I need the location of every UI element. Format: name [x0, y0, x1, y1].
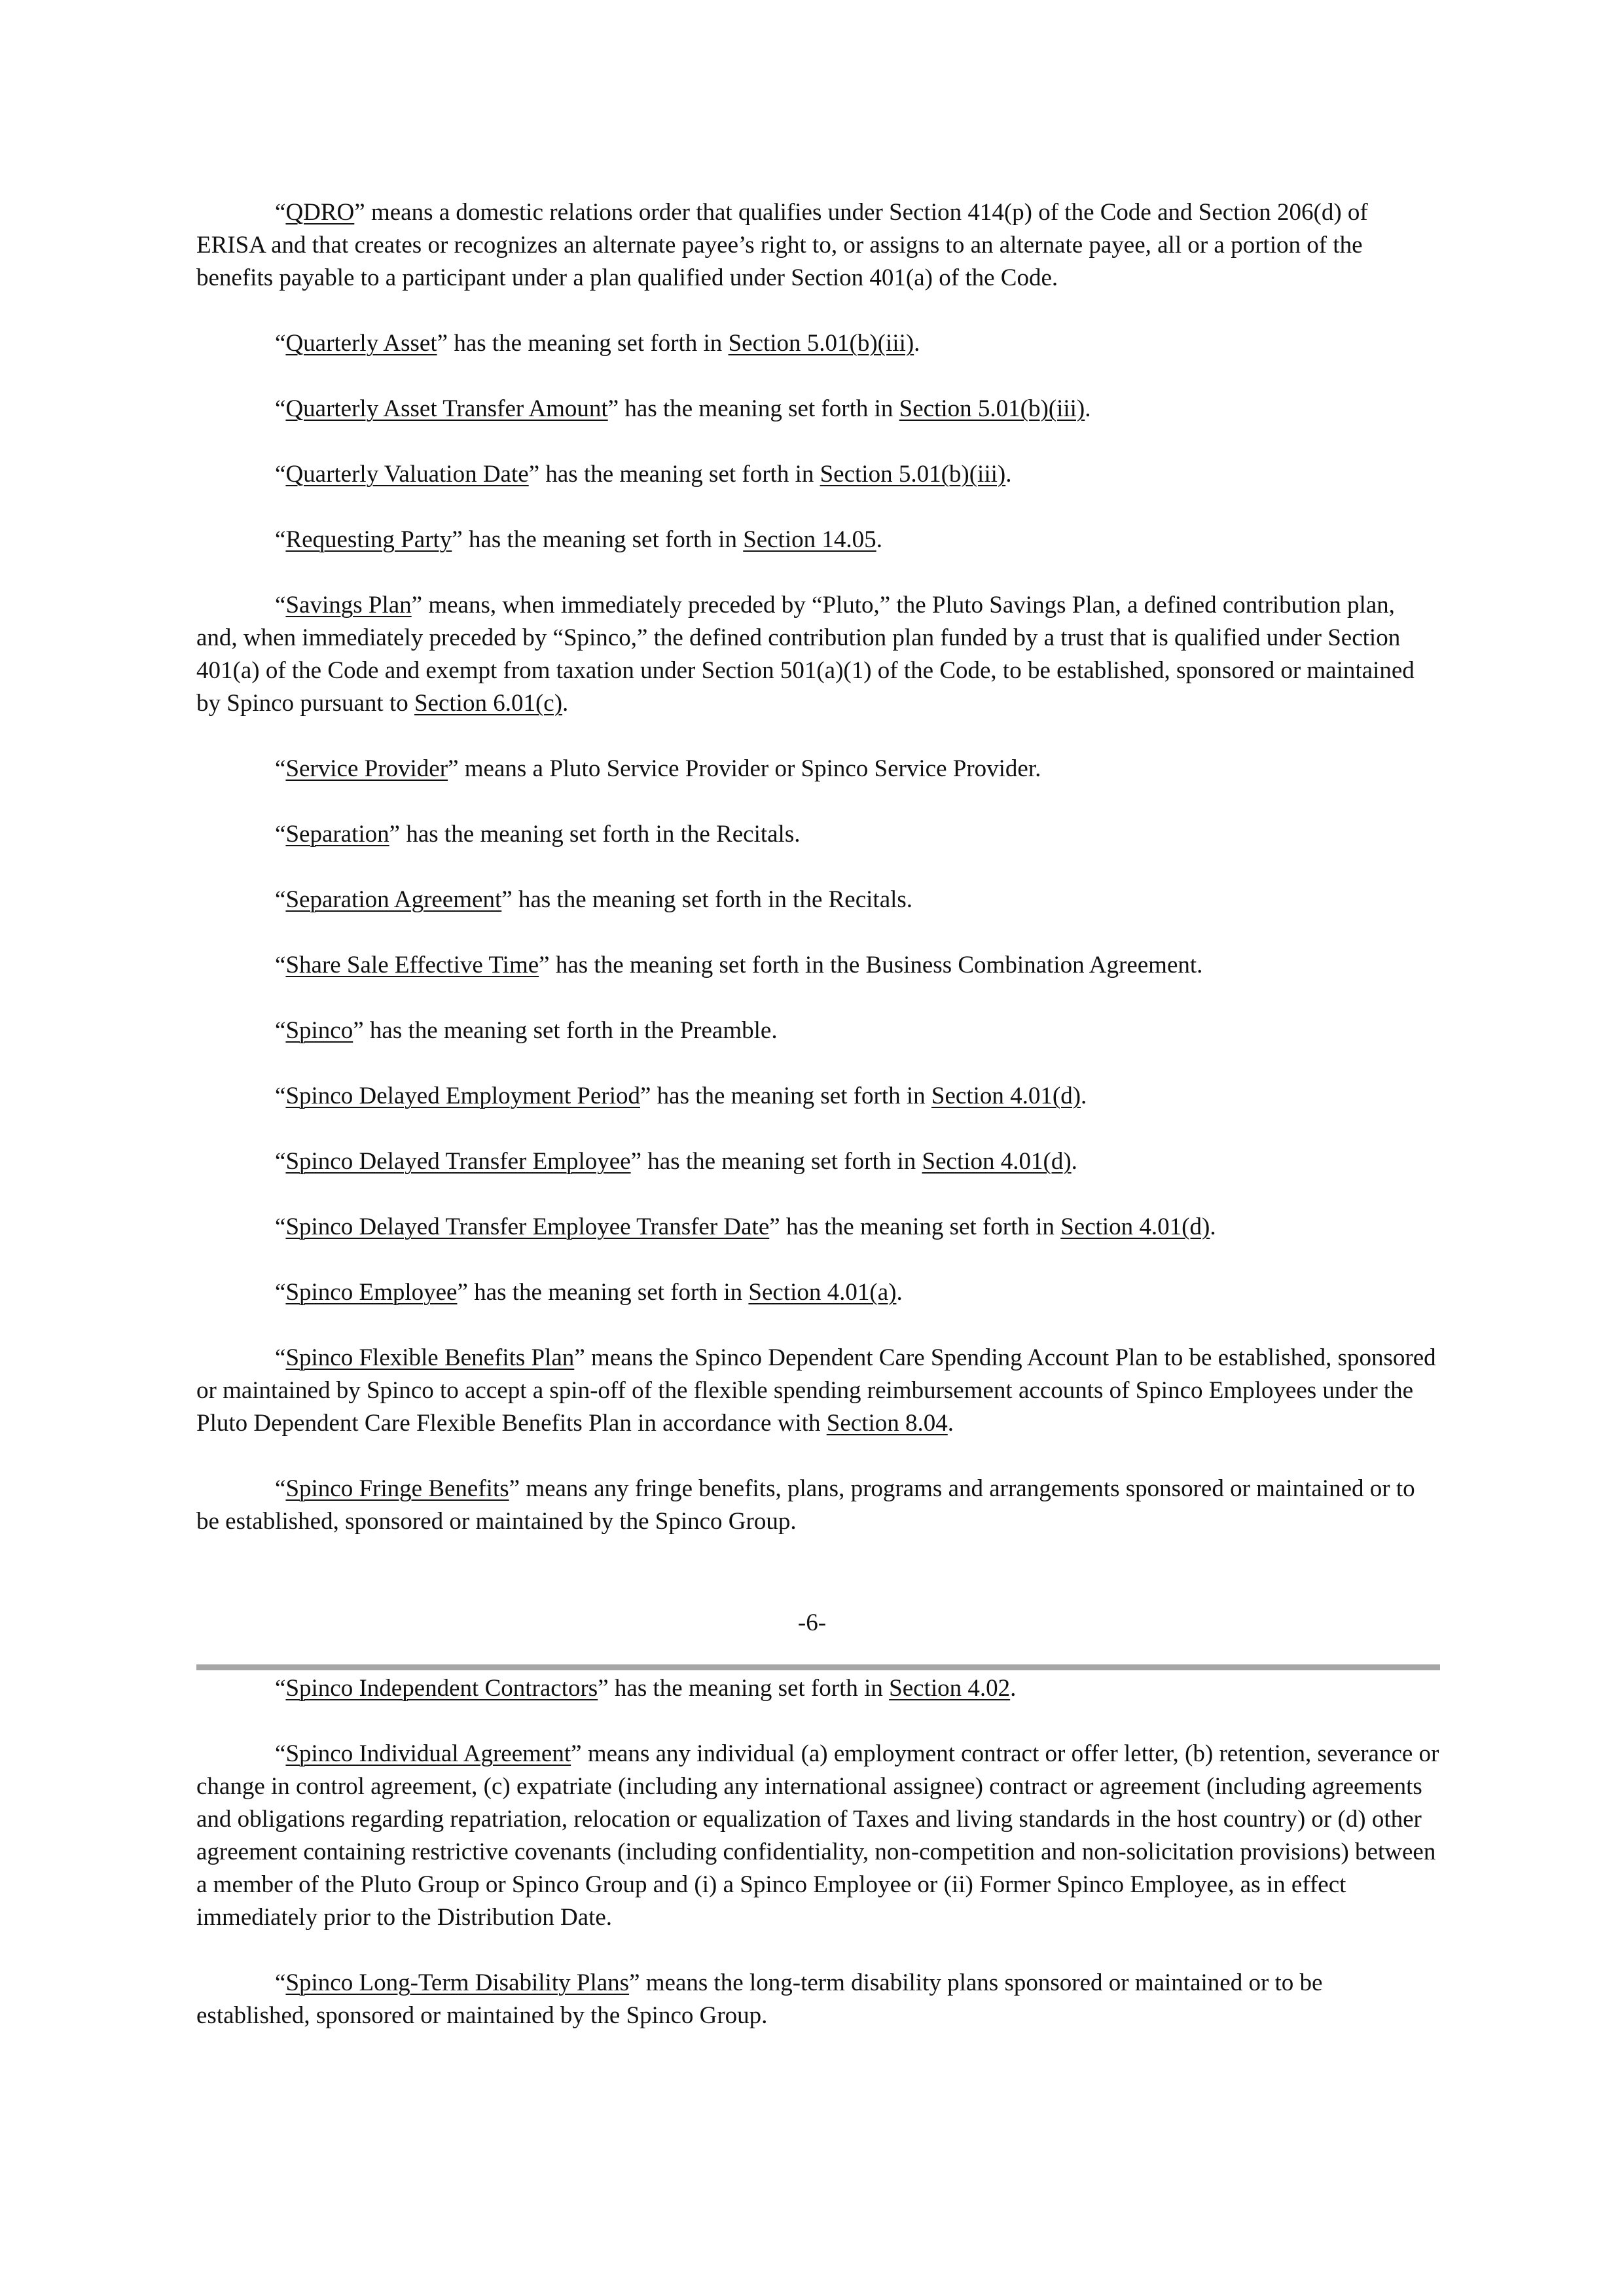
- definition-text: has the meaning set forth in: [448, 330, 729, 357]
- section-reference: Section 4.01(d): [922, 1148, 1072, 1175]
- definition-text: has the meaning set forth in: [619, 395, 899, 422]
- definition-text: .: [896, 1279, 903, 1306]
- defined-term: Spinco Delayed Employment Period: [285, 1083, 640, 1109]
- definition-text: has the meaning set forth in the Business Combination Agreement.: [549, 952, 1203, 978]
- definition-paragraph: “Spinco Delayed Transfer Employee Transfer Date” has the meaning set forth in Section 4.01(d).: [275, 1213, 1216, 1240]
- section-reference: Section 8.04: [826, 1410, 948, 1437]
- definition-paragraph: “Service Provider” means a Pluto Service Provider or Spinco Service Provider.: [275, 755, 1041, 782]
- definition-paragraph: “Spinco Delayed Transfer Employee” has the meaning set forth in Section 4.01(d).: [275, 1148, 1077, 1175]
- definition-paragraph: “QDRO” means a domestic relations order that qualifies under Section 414(p) of the Code and Section 206(d) of ERISA and that creates or recognizes an alternate payee’s right to, or assigns to an alternate payee, all or a portion of the benefits payable to a participant under a plan qualified under Section 401(a) of the Code.: [196, 199, 1368, 291]
- section-reference: Section 5.01(b)(iii): [728, 330, 914, 357]
- definition-text: has the meaning set forth in: [608, 1675, 890, 1702]
- definition-paragraph: “Spinco” has the meaning set forth in the Preamble.: [275, 1017, 778, 1044]
- definition-text: .: [1010, 1675, 1017, 1702]
- definition-paragraph: “Spinco Individual Agreement” means any individual (a) employment contract or offer letter, (b) retention, severance or change in control agreement, (c) expatriate (including any international assignee) contract or agreement (including agreements and obligations regarding repatriation, relocation or equalization of Taxes and living standards in the host country) or (d) other agreement containing restrictive covenants (including confidentiality, non-competition and non-solicitation provisions) between a member of the Pluto Group or Spinco Group and (i) a Spinco Employee or (ii) Former Spinco Employee, as in effect immediately prior to the Distribution Date.: [196, 1740, 1439, 1931]
- defined-term: Separation: [285, 821, 389, 848]
- definition-paragraph: “Quarterly Asset” has the meaning set forth in Section 5.01(b)(iii).: [275, 330, 920, 357]
- definition-text: has the meaning set forth in the Recitals.: [512, 886, 913, 913]
- definition-text: means any fringe benefits, plans, programs and arrangements sponsored or maintained or to be established, sponsored or maintained by the Spinco Group.: [196, 1475, 1415, 1535]
- definition-paragraph: “Separation Agreement” has the meaning set forth in the Recitals.: [275, 886, 913, 913]
- definition-paragraph: “Spinco Flexible Benefits Plan” means the Spinco Dependent Care Spending Account Plan to be established, sponsored or maintained by Spinco to accept a spin-off of the flexible spending reimbursement accounts of Spinco Employees under the Pluto Dependent Care Flexible Benefits Plan in accordance with Section 8.04.: [196, 1344, 1436, 1437]
- definition-text: has the meaning set forth in: [539, 461, 820, 488]
- definition-paragraph: “Spinco Fringe Benefits” means any fringe benefits, plans, programs and arrangements sponsored or maintained or to be established, sponsored or maintained by the Spinco Group.: [196, 1475, 1415, 1535]
- definition-text: .: [1210, 1213, 1216, 1240]
- section-reference: Section 14.05: [743, 526, 876, 553]
- definition-paragraph: “Spinco Delayed Employment Period” has the meaning set forth in Section 4.01(d).: [275, 1083, 1087, 1109]
- section-reference: Section 5.01(b)(iii): [899, 395, 1085, 422]
- definition-text: .: [1071, 1148, 1077, 1175]
- defined-term: Spinco Delayed Transfer Employee Transfer Date: [285, 1213, 770, 1240]
- definition-text: means a domestic relations order that qualifies under Section 414(p) of the Code and Section 206(d) of ERISA and that creates or recognizes an alternate payee’s right to, or assigns to an alternate payee, all or a portion of the benefits payable to a participant under a plan qualified under Section 401(a) of the Code.: [196, 199, 1368, 291]
- defined-term: Spinco: [285, 1017, 353, 1044]
- definitions-section-upper: [0, 196, 1624, 1538]
- definition-text: .: [914, 330, 920, 357]
- section-reference: Section 6.01(c): [414, 690, 563, 717]
- section-reference: Section 4.01(d): [931, 1083, 1081, 1109]
- definition-text: has the meaning set forth in the Preamble.: [363, 1017, 778, 1044]
- definition-text: .: [876, 526, 882, 553]
- definition-text: means the Spinco Dependent Care Spending Account Plan to be established, sponsored or maintained by Spinco to accept a spin-off of the flexible spending reimbursement accounts of Spinco Employees under the Pluto Dependent Care Flexible Benefits Plan in accordance with: [196, 1344, 1436, 1437]
- definition-text: .: [562, 690, 569, 717]
- defined-term: Spinco Delayed Transfer Employee: [285, 1148, 631, 1175]
- definition-text: means, when immediately preceded by “Pluto,” the Pluto Savings Plan, a defined contribution plan, and, when immediately preceded by “Spinco,” the defined contribution plan funded by a trust that is qualified under Section 401(a) of the Code and exempt from taxation under Section 501(a)(1) of the Code, to be established, sponsored or maintained by Spinco pursuant to: [196, 592, 1415, 717]
- defined-term: Spinco Independent Contractors: [285, 1675, 598, 1702]
- page-break-divider: [196, 1664, 1440, 1670]
- defined-term: Quarterly Asset Transfer Amount: [285, 395, 608, 422]
- definition-text: has the meaning set forth in: [462, 526, 744, 553]
- definition-text: .: [1081, 1083, 1087, 1109]
- defined-term: Quarterly Valuation Date: [285, 461, 529, 488]
- defined-term: Share Sale Effective Time: [285, 952, 539, 978]
- page-number: -6-: [797, 1609, 827, 1636]
- definition-text: means a Pluto Service Provider or Spinco Service Provider.: [458, 755, 1041, 782]
- defined-term: Separation Agreement: [285, 886, 502, 913]
- definition-paragraph: “Quarterly Asset Transfer Amount” has the meaning set forth in Section 5.01(b)(iii).: [275, 395, 1091, 422]
- definition-text: means any individual (a) employment contract or offer letter, (b) retention, severance or change in control agreement, (c) expatriate (including any international assignee) contract or agreement (including agreements and obligations regarding repatriation, relocation or equalization of Taxes and living standards in the host country) or (d) other agreement containing restrictive covenants (including confidentiality, non-competition and non-solicitation provisions) between a member of the Pluto Group or Spinco Group and (i) a Spinco Employee or (ii) Former Spinco Employee, as in effect immediately prior to the Distribution Date.: [196, 1740, 1439, 1931]
- definition-paragraph: “Separation” has the meaning set forth in the Recitals.: [275, 821, 801, 848]
- section-reference: Section 4.01(a): [748, 1279, 897, 1306]
- definition-paragraph: “Spinco Long-Term Disability Plans” means the long-term disability plans sponsored or maintained or to be established, sponsored or maintained by the Spinco Group.: [196, 1969, 1323, 2029]
- definition-text: .: [947, 1410, 954, 1437]
- definition-text: .: [1005, 461, 1012, 488]
- definition-text: .: [1085, 395, 1091, 422]
- definition-text: has the meaning set forth in the Recitals.: [400, 821, 801, 848]
- definition-text: has the meaning set forth in: [780, 1213, 1061, 1240]
- definition-text: has the meaning set forth in: [651, 1083, 931, 1109]
- definition-text: has the meaning set forth in: [641, 1148, 922, 1175]
- definitions-section-lower: [0, 1672, 1624, 2032]
- definition-paragraph: “Savings Plan” means, when immediately preceded by “Pluto,” the Pluto Savings Plan, a defined contribution plan, and, when immediately preceded by “Spinco,” the defined contribution plan funded by a trust that is qualified under Section 401(a) of the Code and exempt from taxation under Section 501(a)(1) of the Code, to be established, sponsored or maintained by Spinco pursuant to Section 6.01(c).: [196, 592, 1415, 717]
- defined-term: Spinco Individual Agreement: [285, 1740, 571, 1767]
- definition-paragraph: “Quarterly Valuation Date” has the meaning set forth in Section 5.01(b)(iii).: [275, 461, 1012, 488]
- defined-term: Requesting Party: [285, 526, 452, 553]
- defined-term: Quarterly Asset: [285, 330, 437, 357]
- defined-term: QDRO: [285, 199, 355, 226]
- section-reference: Section 4.02: [889, 1675, 1011, 1702]
- defined-term: Spinco Flexible Benefits Plan: [285, 1344, 575, 1371]
- definition-paragraph: “Share Sale Effective Time” has the meaning set forth in the Business Combination Agreement.: [275, 952, 1203, 978]
- section-reference: Section 5.01(b)(iii): [820, 461, 1006, 488]
- definition-paragraph: “Requesting Party” has the meaning set forth in Section 14.05.: [275, 526, 882, 553]
- defined-term: Spinco Employee: [285, 1279, 458, 1306]
- definition-paragraph: “Spinco Employee” has the meaning set forth in Section 4.01(a).: [275, 1279, 903, 1306]
- definition-text: means the long-term disability plans sponsored or maintained or to be established, sponsored or maintained by the Spinco Group.: [196, 1969, 1323, 2029]
- defined-term: Savings Plan: [285, 592, 412, 619]
- definition-text: has the meaning set forth in: [467, 1279, 749, 1306]
- defined-term: Service Provider: [285, 755, 448, 782]
- defined-term: Spinco Long-Term Disability Plans: [285, 1969, 630, 1996]
- defined-term: Spinco Fringe Benefits: [285, 1475, 509, 1502]
- definition-paragraph: “Spinco Independent Contractors” has the meaning set forth in Section 4.02.: [275, 1675, 1017, 1702]
- section-reference: Section 4.01(d): [1060, 1213, 1210, 1240]
